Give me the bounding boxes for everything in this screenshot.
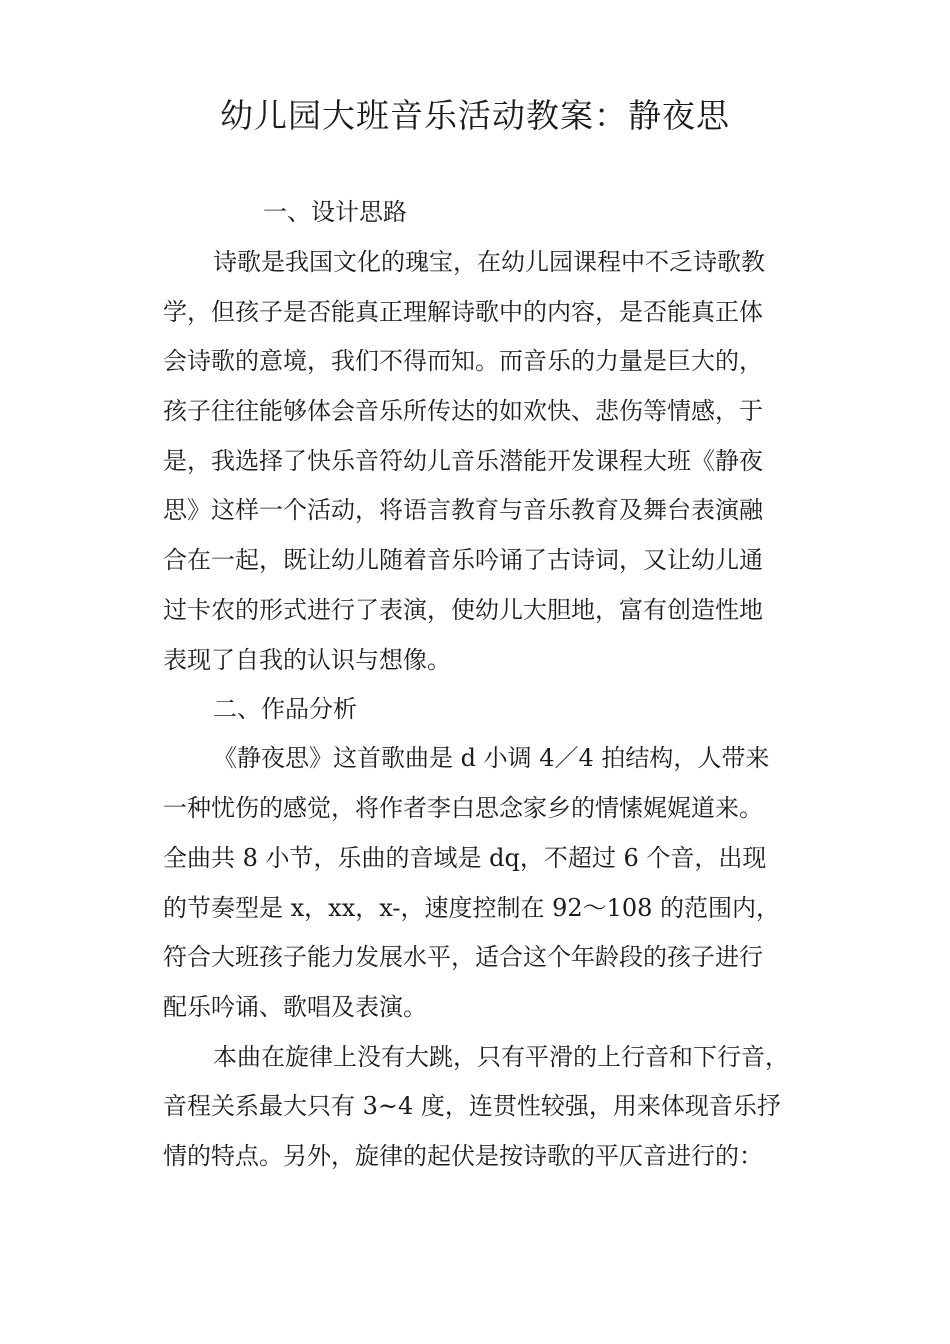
paragraph-line: 的节奏型是 x，xx，x-，速度控制在 92～108 的范围内， [163,894,781,922]
paragraph-line: 合在一起，既让幼儿随着音乐吟诵了古诗词，又让幼儿通 [163,546,763,574]
paragraph-line: 会诗歌的意境，我们不得而知。而音乐的力量是巨大的， [163,347,763,375]
paragraph-line: 全曲共 8 小节，乐曲的音域是 dq，不超过 6 个音，出现 [163,844,767,872]
paragraph-line: 一种忧伤的感觉，将作者李白思念家乡的情愫娓娓道来。 [163,794,763,822]
paragraph-line: 情的特点。另外，旋律的起伏是按诗歌的平仄音进行的： [163,1142,763,1170]
paragraph-line: 学，但孩子是否能真正理解诗歌中的内容，是否能真正体 [163,298,763,326]
paragraph-line: 过卡农的形式进行了表演，使幼儿大胆地，富有创造性地 [163,596,763,624]
paragraph-line: 符合大班孩子能力发展水平，适合这个年龄段的孩子进行 [163,943,763,971]
paragraph-line: 表现了自我的认识与想像。 [163,646,451,674]
paragraph-line: 本曲在旋律上没有大跳，只有平滑的上行音和下行音， [213,1043,789,1071]
paragraph-line: 思》这样一个活动，将语言教育与音乐教育及舞台表演融 [163,496,763,524]
section-heading-analysis: 二、作品分析 [213,695,357,723]
paragraph-line: 孩子往往能够体会音乐所传达的如欢快、悲伤等情感，于 [163,397,763,425]
paragraph-line: 诗歌是我国文化的瑰宝，在幼儿园课程中不乏诗歌教 [213,248,765,276]
document-title: 幼儿园大班音乐活动教案：静夜思 [220,96,730,135]
paragraph-line: 音程关系最大只有 3~4 度，连贯性较强，用来体现音乐抒 [163,1092,781,1120]
paragraph-line: 是，我选择了快乐音符幼儿音乐潜能开发课程大班《静夜 [163,447,763,475]
section-heading-design: 一、设计思路 [263,198,407,226]
paragraph-line: 《静夜思》这首歌曲是 d 小调 4／4 拍结构，人带来 [213,744,770,772]
paragraph-line: 配乐吟诵、歌唱及表演。 [163,993,427,1021]
